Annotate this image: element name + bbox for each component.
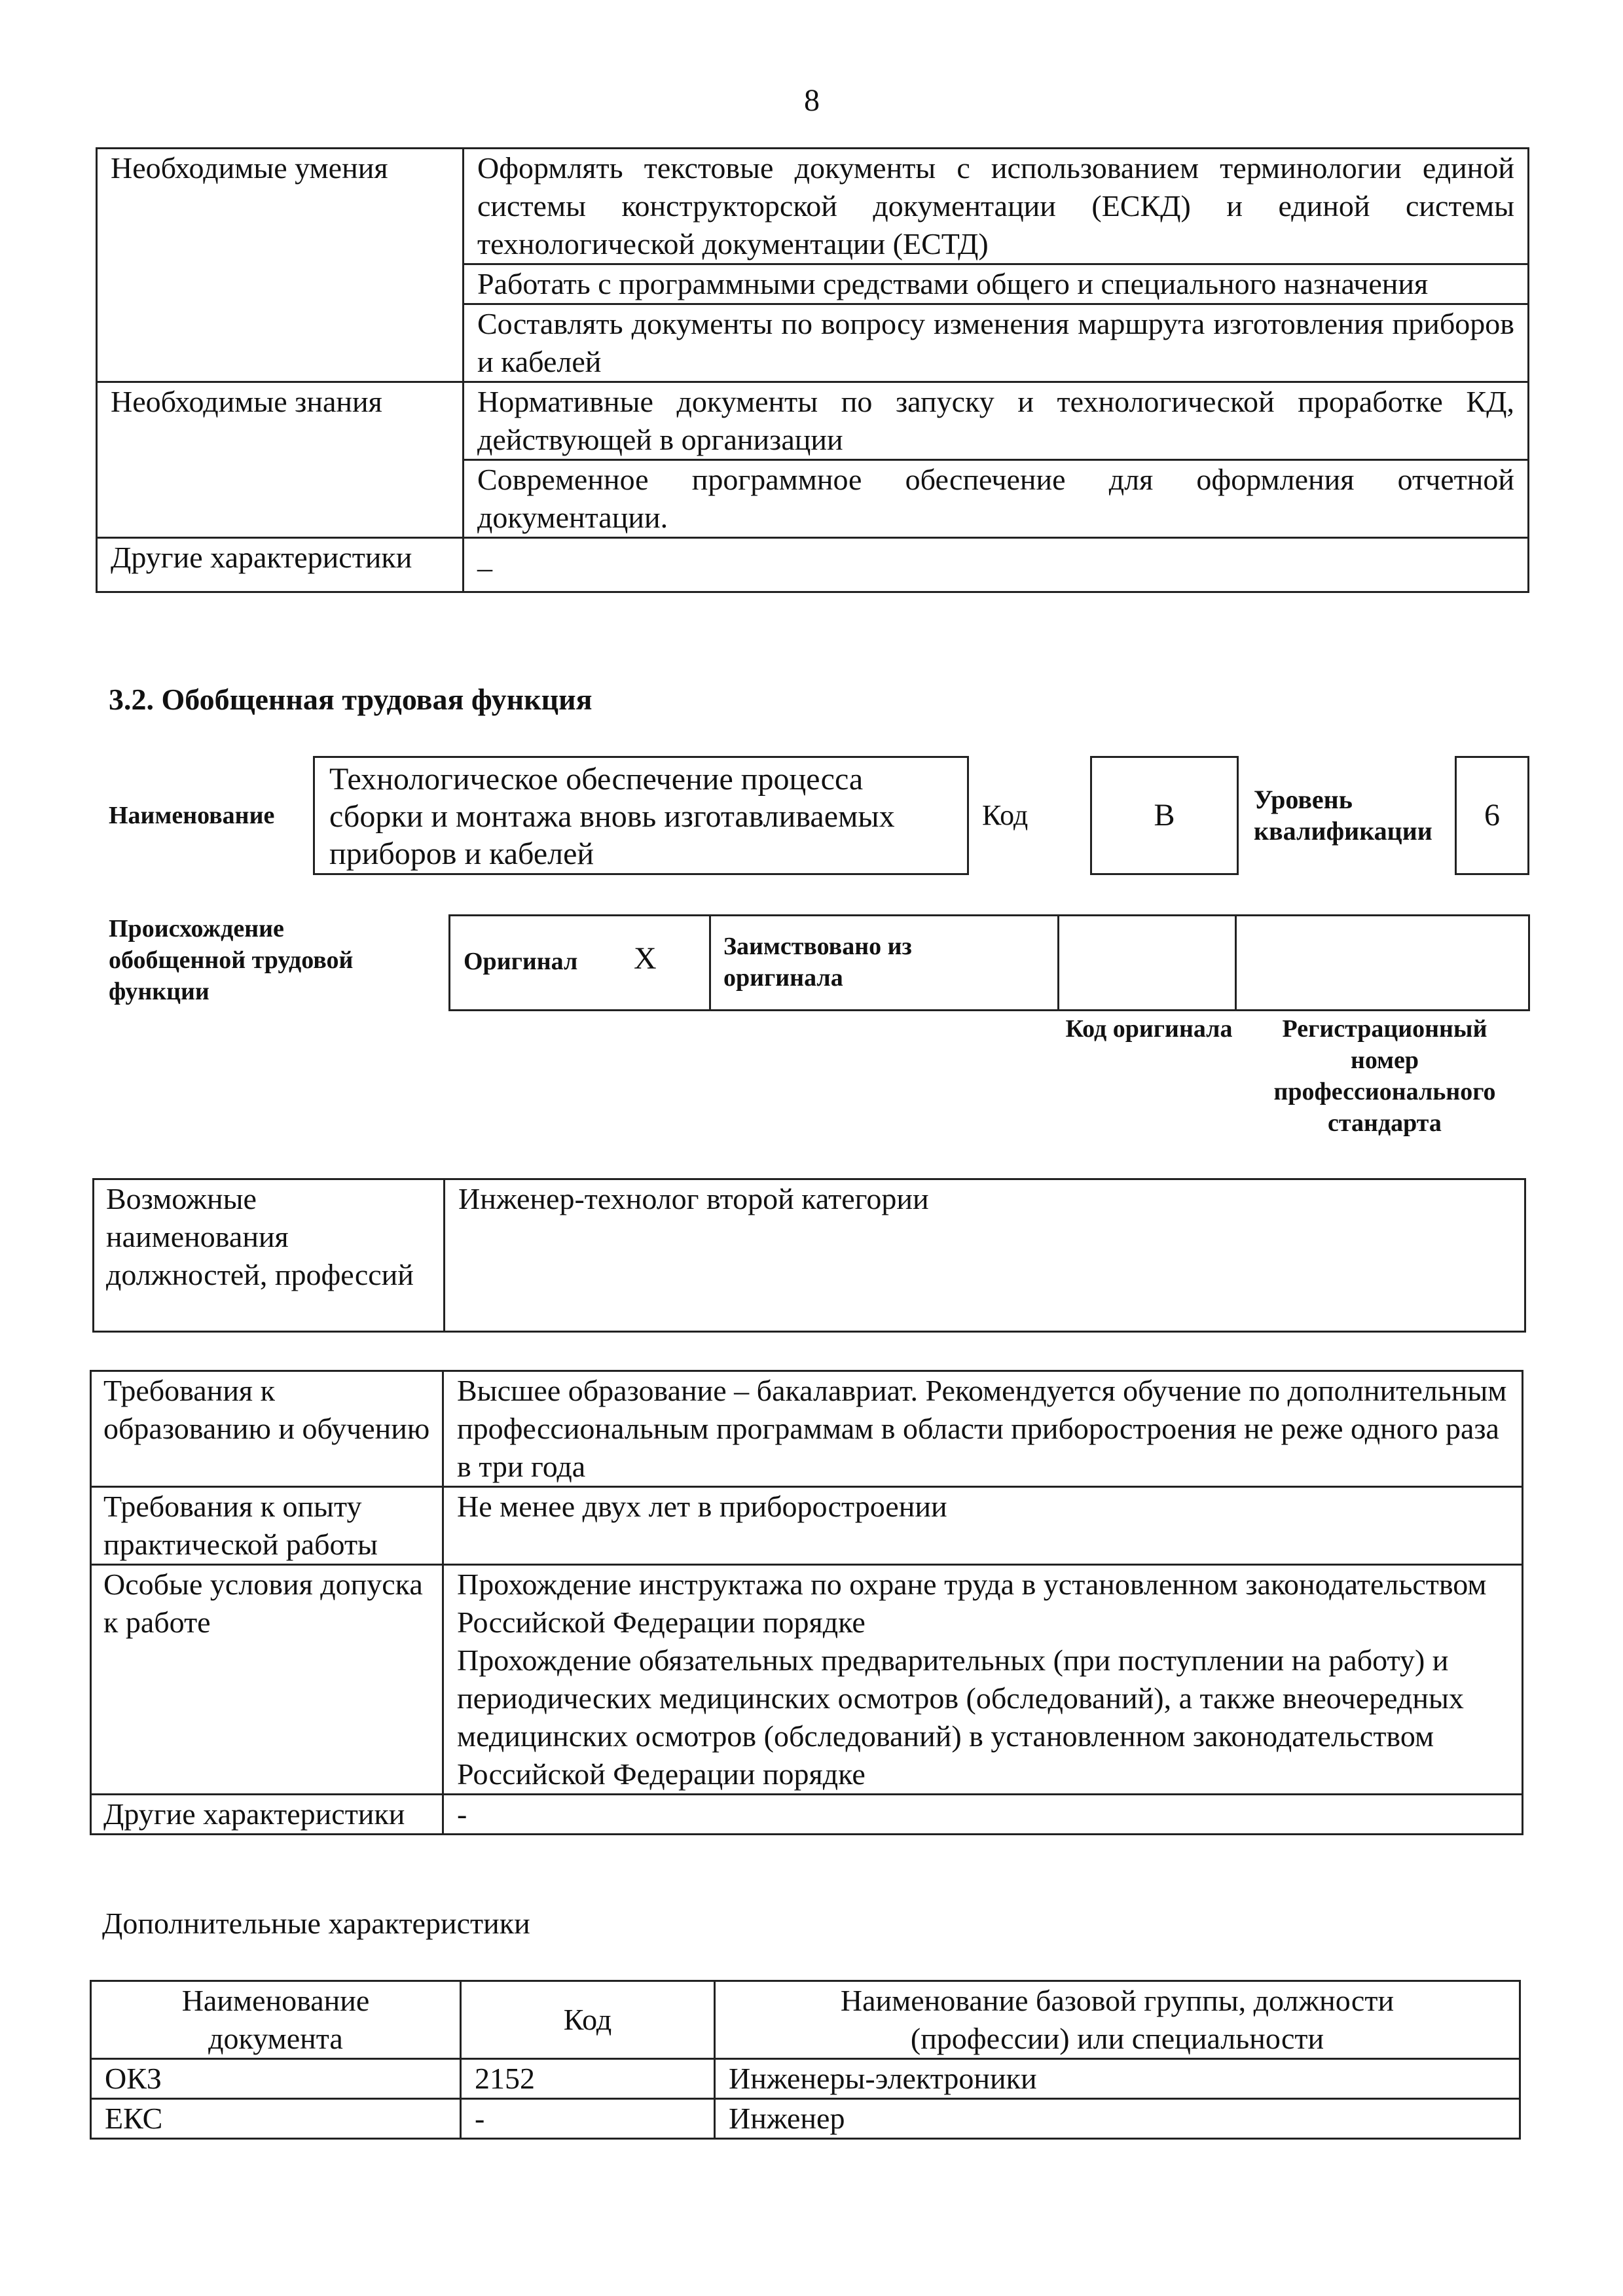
header-name: Наименование базовой группы, должности (профессии) или специальности bbox=[715, 1981, 1520, 2059]
origin-divider bbox=[1057, 914, 1059, 1011]
conditions-value bbox=[443, 1565, 1523, 1795]
row-doc: ЕКС bbox=[91, 2099, 461, 2139]
knowledge-item: Современное программное обеспечение для оформления отчетной документации. bbox=[464, 460, 1529, 538]
req-other-value: - bbox=[443, 1795, 1523, 1835]
original-mark: X bbox=[634, 941, 657, 976]
table-row bbox=[91, 2099, 1520, 2139]
skills-table bbox=[96, 147, 1529, 593]
row-doc: ОКЗ bbox=[91, 2059, 461, 2099]
name-value: Технологическое обеспечение процесса сборки и монтажа вновь изготавливаемых приборов и кабелей bbox=[329, 762, 895, 871]
section-heading: 3.2. Обобщенная трудовая функция bbox=[109, 683, 593, 716]
orig-code-caption: Код оригинала bbox=[1065, 1015, 1233, 1043]
table-row bbox=[97, 382, 1529, 460]
origin-label: Происхождение обобщенной трудовой функции bbox=[109, 915, 354, 1005]
level-value-box bbox=[1455, 756, 1529, 875]
conditions-label: Особые условия допуска к работе bbox=[91, 1565, 443, 1795]
positions-value: Инженер-технолог второй категории bbox=[445, 1179, 1525, 1332]
experience-label: Требования к опыту практической работы bbox=[91, 1487, 443, 1565]
experience-value: Не менее двух лет в приборостроении bbox=[443, 1487, 1523, 1565]
row-name: Инженер bbox=[715, 2099, 1520, 2139]
table-row bbox=[91, 1565, 1523, 1795]
skill-item: Оформлять текстовые документы с использованием терминологии единой системы конструкторской документации (ЕСКД) и единой системы технологической документации (ЕСТД) bbox=[464, 149, 1529, 264]
requirements-table bbox=[90, 1370, 1523, 1835]
req-other-label: Другие характеристики bbox=[91, 1795, 443, 1835]
table-row bbox=[91, 1371, 1523, 1487]
conditions-item: Прохождение инструктажа по охране труда в установленном законодательством Российской Федерации порядке bbox=[457, 1568, 1487, 1639]
skill-item: Составлять документы по вопросу изменения маршрута изготовления приборов и кабелей bbox=[464, 304, 1529, 382]
table-row bbox=[94, 1179, 1525, 1332]
row-code: - bbox=[461, 2099, 715, 2139]
education-value: Высшее образование – бакалавриат. Рекомендуется обучение по дополнительным профессиональным программам в области приборостроения не реже одного раза в три года bbox=[443, 1371, 1523, 1487]
skills-label: Необходимые умения bbox=[97, 149, 464, 382]
table-row bbox=[91, 1981, 1520, 2059]
code-value-box bbox=[1090, 756, 1239, 875]
row-name: Инженеры-электроники bbox=[715, 2059, 1520, 2099]
table-row bbox=[91, 1487, 1523, 1565]
table-row bbox=[91, 2059, 1520, 2099]
code-label: Код bbox=[982, 799, 1029, 831]
reg-number-caption: Регистрационный номер профессионального стандарта bbox=[1273, 1015, 1496, 1137]
name-value-box bbox=[313, 756, 969, 875]
table-row bbox=[97, 538, 1529, 592]
table-row bbox=[97, 149, 1529, 264]
positions-label: Возможные наименования должностей, профессий bbox=[94, 1179, 445, 1332]
other-label: Другие характеристики bbox=[97, 538, 464, 592]
header-code: Код bbox=[461, 1981, 715, 2059]
positions-table bbox=[92, 1178, 1526, 1333]
row-code: 2152 bbox=[461, 2059, 715, 2099]
origin-divider bbox=[1235, 914, 1237, 1011]
conditions-item: Прохождение обязательных предварительных (при поступлении на работу) и периодических медицинских осмотров (обследований), а также внеочередных медицинских осмотров (обследований) в установленном законодательством Российской Федерации порядке bbox=[457, 1643, 1464, 1791]
skill-item: Работать с программными средствами общего и специального назначения bbox=[464, 264, 1529, 304]
other-value: _ bbox=[464, 538, 1529, 592]
borrowed-label: Заимствовано из оригинала bbox=[723, 933, 912, 992]
knowledge-label: Необходимые знания bbox=[97, 382, 464, 538]
additional-heading: Дополнительные характеристики bbox=[102, 1907, 530, 1940]
name-label: Наименование bbox=[109, 802, 275, 829]
origin-divider bbox=[709, 914, 711, 1011]
code-value: B bbox=[1154, 798, 1175, 833]
additional-table bbox=[90, 1980, 1521, 2140]
header-doc: Наименование документа bbox=[91, 1981, 461, 2059]
knowledge-item: Нормативные документы по запуску и технологической проработке КД, действующей в организации bbox=[464, 382, 1529, 460]
level-value: 6 bbox=[1484, 798, 1500, 833]
level-label: Уровень квалификации bbox=[1254, 785, 1432, 846]
page-number: 8 bbox=[804, 83, 820, 118]
table-row bbox=[91, 1795, 1523, 1835]
education-label: Требования к образованию и обучению bbox=[91, 1371, 443, 1487]
original-label: Оригинал bbox=[464, 948, 578, 975]
